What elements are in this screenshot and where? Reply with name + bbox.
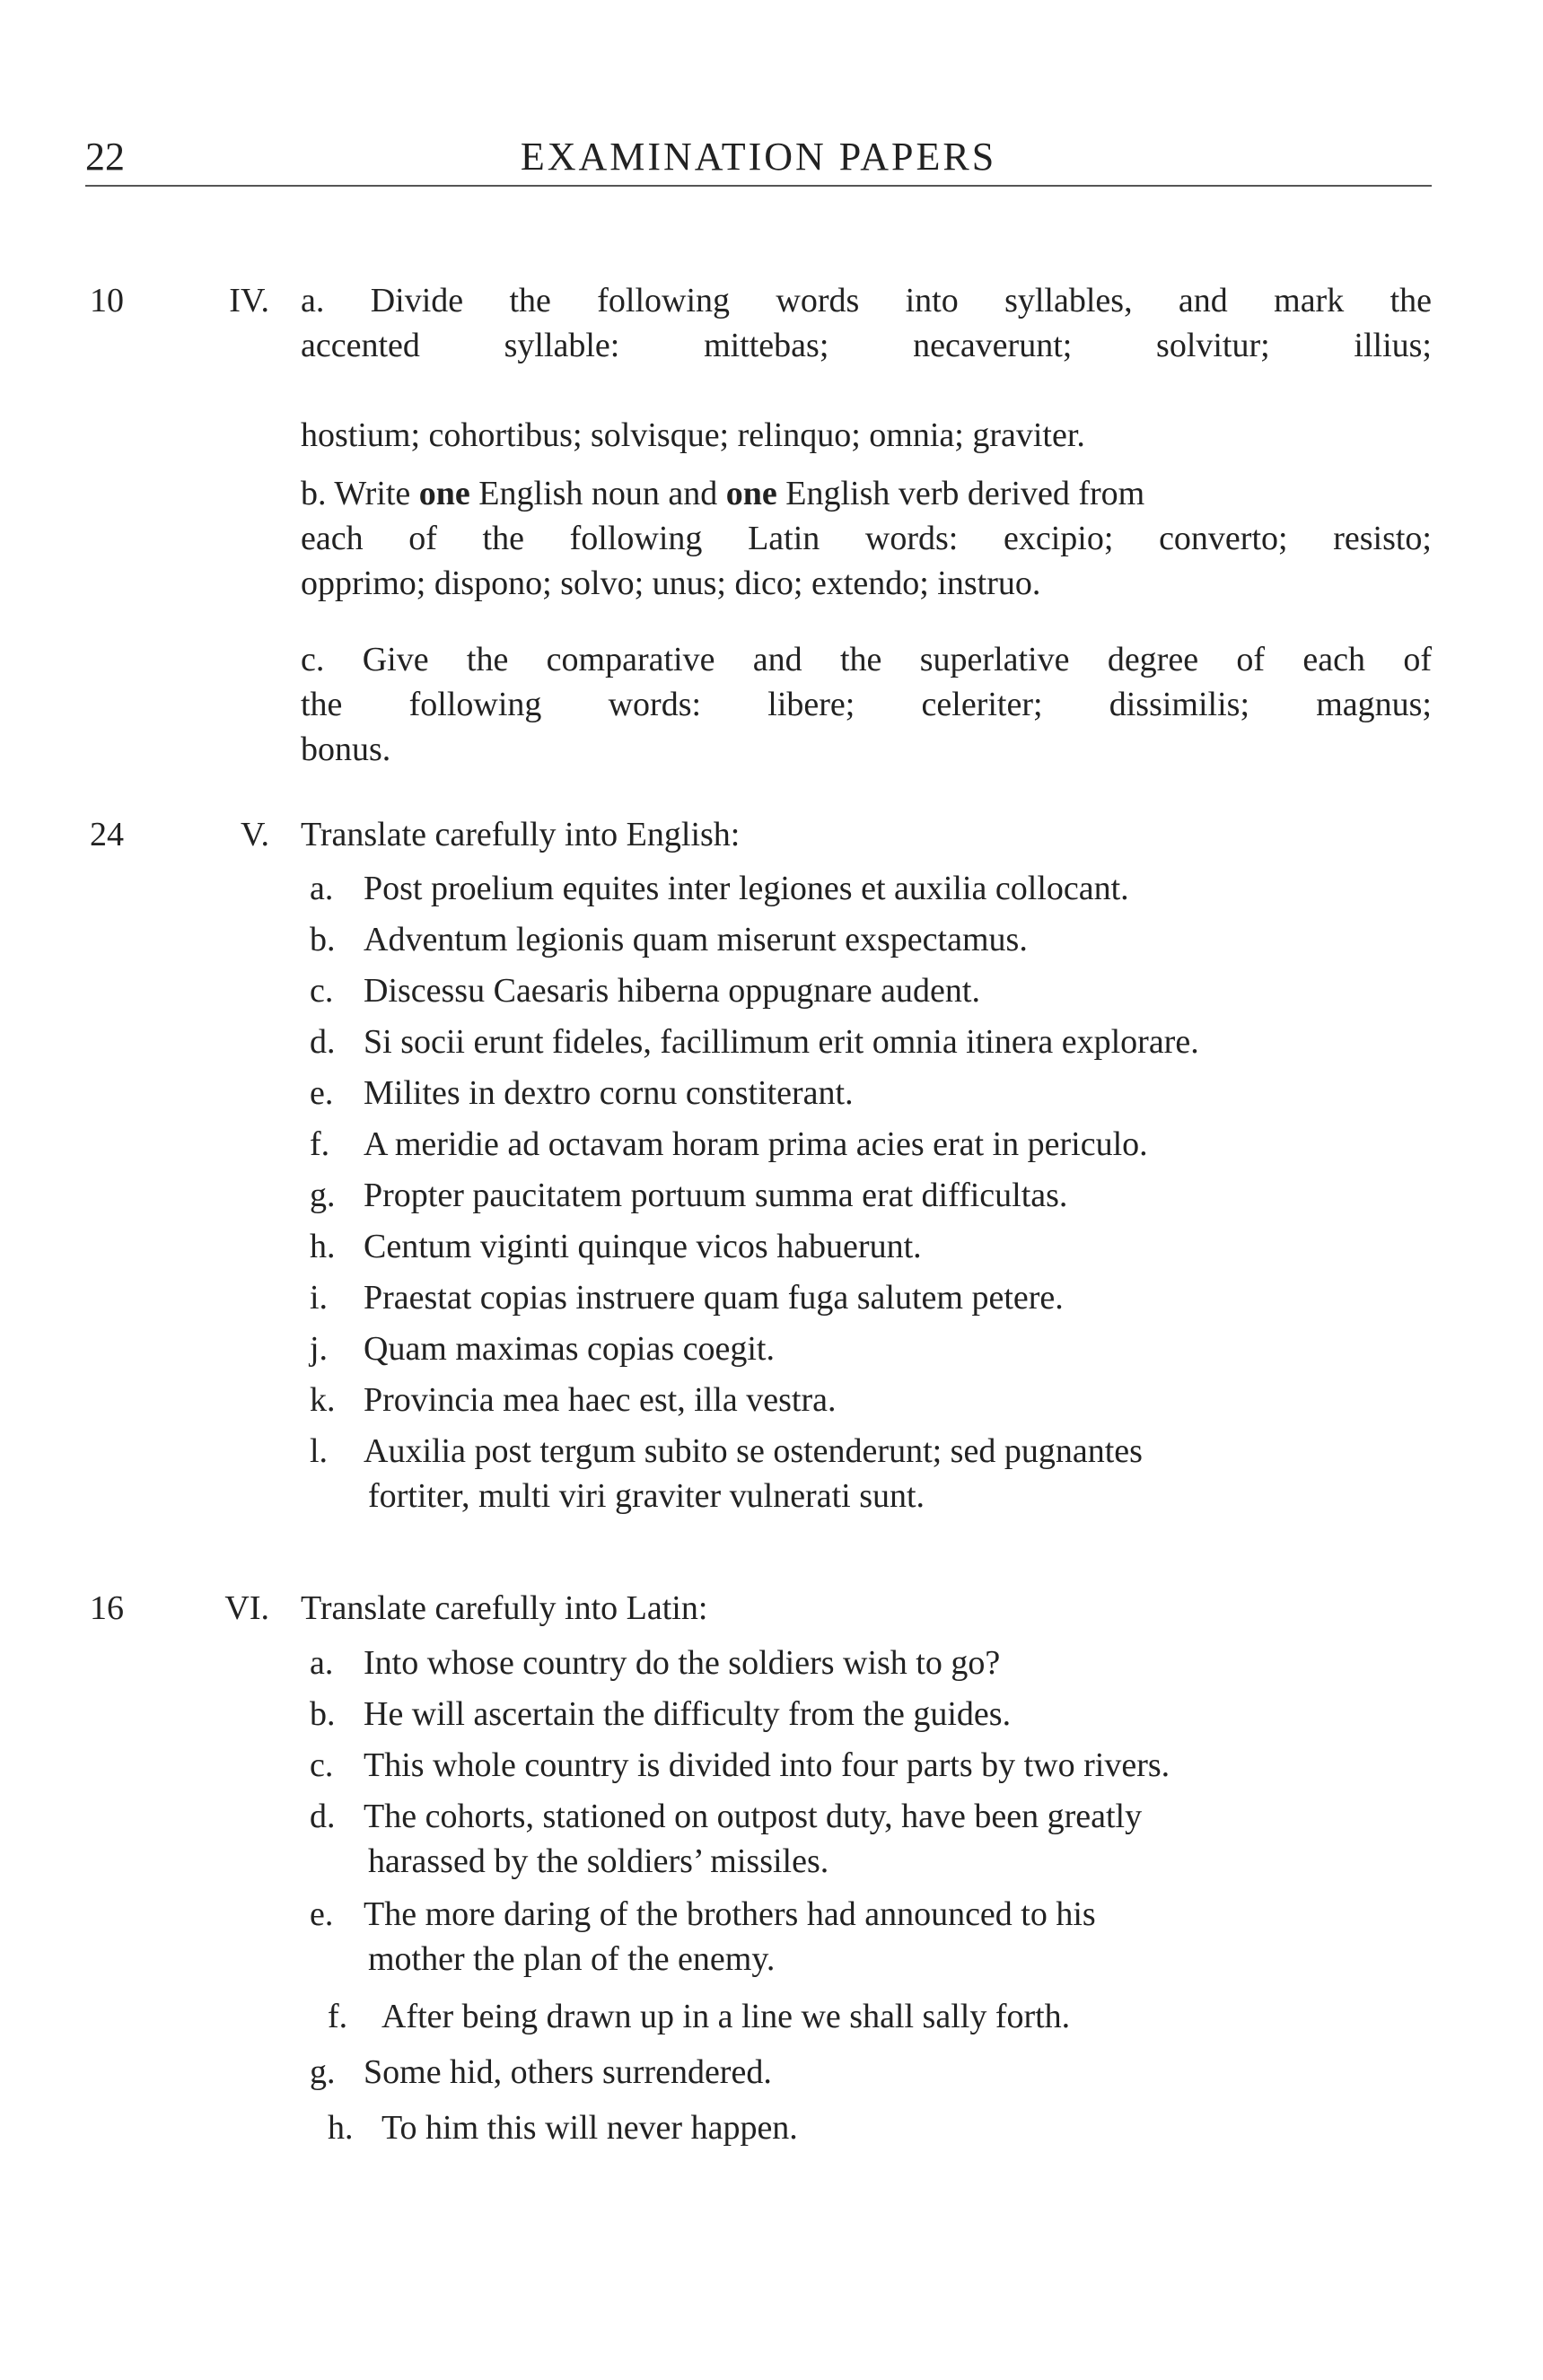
section-5-item	[310, 1122, 1148, 1167]
section-5-number: V.	[240, 816, 269, 853]
section-4c-line-3: bonus.	[301, 731, 391, 768]
item-text: Into whose country do the soldiers wish to go?	[364, 1644, 1001, 1682]
item-text: Post proelium equites inter legiones et auxilia collocant.	[364, 870, 1129, 907]
item-text: Discessu Caesaris hiberna oppugnare audent.	[364, 972, 980, 1010]
item-text: A meridie ad octavam horam prima acies erat in periculo.	[364, 1125, 1148, 1163]
item-label: c.	[310, 1746, 334, 1784]
item-label: g.	[310, 2053, 336, 2091]
section-4a-line-2: accented syllable: mittebas; necaverunt; solvitur; illius;	[301, 327, 1432, 364]
running-title: EXAMINATION PAPERS	[520, 135, 997, 179]
section-4b-mid: English noun and	[469, 475, 726, 512]
section-6-item-continuation: harassed by the soldiers’ missiles.	[368, 1842, 829, 1880]
item-label: e.	[310, 1074, 334, 1112]
item-text: Si socii erunt fideles, facillimum erit omnia itinera explorare.	[364, 1023, 1199, 1061]
item-label: f.	[328, 1998, 348, 2035]
item-text: The cohorts, stationed on outpost duty, have been greatly	[364, 1798, 1143, 1835]
item-text: Praestat copias instruere quam fuga salutem petere.	[364, 1279, 1064, 1317]
item-label: i.	[310, 1279, 329, 1317]
item-label: g.	[310, 1177, 336, 1214]
section-6-item	[310, 1641, 1000, 1685]
section-4b-emphasis-2: one	[725, 475, 777, 512]
item-text: After being drawn up in a line we shall sally forth.	[381, 1998, 1071, 2035]
item-text: Auxilia post tergum subito se ostenderunt; sed pugnantes	[364, 1432, 1143, 1470]
section-5-item	[310, 1019, 1199, 1064]
item-label: h.	[328, 2109, 354, 2147]
section-4b-post: English verb derived from	[776, 475, 1145, 512]
item-label: a.	[310, 1644, 334, 1682]
section-6-item	[310, 2050, 772, 2095]
section-5-item	[310, 917, 1028, 962]
section-4b-line-2: each of the following Latin words: excipio; converto; resisto;	[301, 520, 1432, 557]
item-text: Provincia mea haec est, illa vestra.	[364, 1381, 837, 1419]
section-6-item	[310, 1892, 1096, 1937]
section-4-marks: 10	[90, 282, 124, 319]
item-text: This whole country is divided into four parts by two rivers.	[364, 1746, 1170, 1784]
section-5-item-continuation: fortiter, multi viri graviter vulnerati sunt.	[368, 1477, 925, 1515]
item-label: c.	[310, 972, 334, 1010]
section-6-item	[310, 1743, 1170, 1788]
section-6-number: VI.	[224, 1589, 269, 1627]
item-label: l.	[310, 1432, 329, 1470]
section-4a-line-3: hostium; cohortibus; solvisque; relinquo; omnia; graviter.	[301, 416, 1085, 454]
section-5-item	[310, 1224, 922, 1269]
section-6-item	[328, 1994, 1070, 2039]
section-6-item-continuation: mother the plan of the enemy.	[368, 1940, 776, 1978]
section-4-number: IV.	[229, 282, 269, 319]
section-6-instruction: Translate carefully into Latin:	[301, 1589, 708, 1627]
item-text: Milites in dextro cornu constiterant.	[364, 1074, 854, 1112]
section-5-item	[310, 866, 1129, 911]
item-text: Some hid, others surrendered.	[364, 2053, 772, 2091]
section-4b-line-3: opprimo; dispono; solvo; unus; dico; extendo; instruo.	[301, 564, 1041, 602]
section-6-item	[328, 2105, 798, 2150]
section-5-instruction: Translate carefully into English:	[301, 816, 741, 853]
item-text: The more daring of the brothers had announced to his	[364, 1895, 1096, 1933]
section-4c-line-1: c. Give the comparative and the superlative degree of each of	[301, 641, 1432, 678]
section-5-item	[310, 1275, 1064, 1320]
item-label: h.	[310, 1228, 336, 1265]
section-4a-line-1: a. Divide the following words into syllables, and mark the	[301, 282, 1432, 319]
section-5-item	[310, 968, 980, 1013]
item-label: f.	[310, 1125, 330, 1163]
section-6-marks: 16	[90, 1589, 124, 1627]
section-4c-line-2: the following words: libere; celeriter; dissimilis; magnus;	[301, 686, 1432, 723]
item-label: a.	[310, 870, 334, 907]
section-4b-line-1	[301, 471, 1432, 516]
section-5-item	[310, 1071, 854, 1116]
item-text: Adventum legionis quam miserunt exspectamus.	[364, 921, 1028, 958]
section-5-item	[310, 1326, 775, 1371]
section-6-item	[310, 1794, 1142, 1839]
item-label: k.	[310, 1381, 336, 1419]
item-label: j.	[310, 1330, 329, 1368]
item-text: To him this will never happen.	[381, 2109, 798, 2147]
section-6-item	[310, 1692, 1011, 1737]
item-text: He will ascertain the difficulty from the guides.	[364, 1695, 1012, 1733]
section-4b-pre: b. Write	[301, 475, 419, 512]
section-4b-emphasis-1: one	[418, 475, 470, 512]
section-5-item	[310, 1173, 1067, 1218]
item-label: b.	[310, 1695, 336, 1733]
item-label: e.	[310, 1895, 334, 1933]
item-label: b.	[310, 921, 336, 958]
item-text: Quam maximas copias coegit.	[364, 1330, 775, 1368]
section-5-item	[310, 1429, 1143, 1474]
item-label: d.	[310, 1023, 336, 1061]
item-text: Centum viginti quinque vicos habuerunt.	[364, 1228, 922, 1265]
item-label: d.	[310, 1798, 336, 1835]
section-5-item	[310, 1378, 837, 1422]
header-rule	[85, 185, 1432, 187]
section-5-marks: 24	[90, 816, 124, 853]
page-header	[85, 135, 1432, 188]
item-text: Propter paucitatem portuum summa erat difficultas.	[364, 1177, 1068, 1214]
page-number: 22	[85, 135, 125, 179]
